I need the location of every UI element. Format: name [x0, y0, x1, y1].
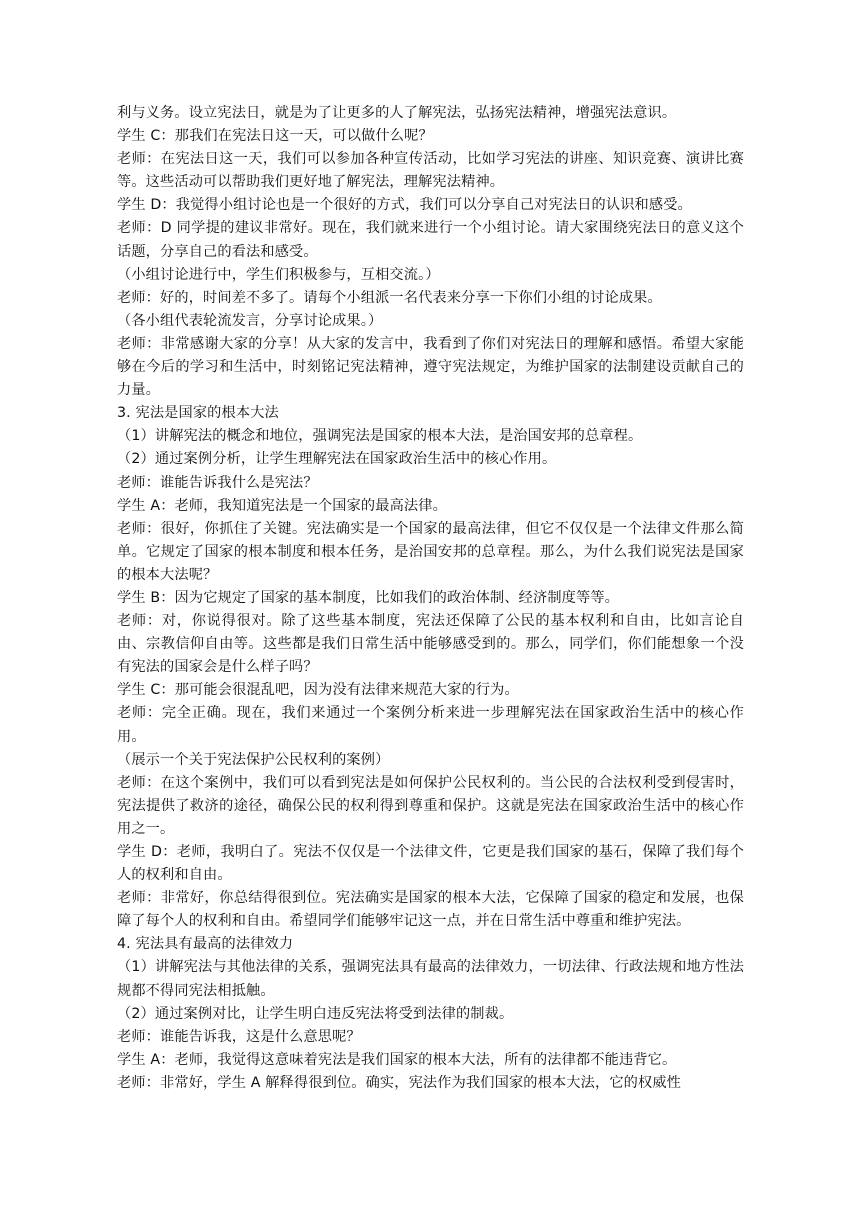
paragraph: 学生 C：那我们在宪法日这一天，可以做什么呢？ [117, 128, 433, 145]
paragraph: 学生 D：我觉得小组讨论也是一个很好的方式，我们可以分享自己对宪法日的认识和感受。 [117, 197, 692, 214]
section-heading: 4. 宪法具有最高的法律效力 [117, 936, 294, 953]
paragraph: 学生 C：那可能会很混乱吧，因为没有法律来规范大家的行为。 [117, 682, 519, 699]
paragraph: 老师：在宪法日这一天，我们可以参加各种宣传活动，比如学习宪法的讲座、知识竞赛、演讲比赛等。这些活动可以帮助我们更好地了解宪法，理解宪法精神。 [117, 151, 744, 191]
paragraph: 学生 A：老师，我觉得这意味着宪法是我们国家的根本大法，所有的法律都不能违背它。 [117, 1051, 677, 1068]
paragraph: 老师：在这个案例中，我们可以看到宪法是如何保护公民权利的。当公民的合法权利受到侵害时，宪法提供了救济的途径，确保公民的权利得到尊重和保护。这就是宪法在国家政治生活中的核心作用之一。 [117, 774, 744, 837]
paragraph: （2）通过案例分析，让学生理解宪法在国家政治生活中的核心作用。 [117, 451, 557, 468]
paragraph: （展示一个关于宪法保护公民权利的案例） [117, 751, 390, 768]
paragraph: 老师：谁能告诉我什么是宪法？ [117, 474, 318, 491]
paragraph: 利与义务。设立宪法日，就是为了让更多的人了解宪法，弘扬宪法精神，增强宪法意识。 [117, 105, 677, 121]
paragraph: 老师：谁能告诉我，这是什么意思呢？ [117, 1028, 361, 1045]
paragraph: 老师：D 同学提的建议非常好。现在，我们就来进行一个小组讨论。请大家围绕宪法日的意义这个话题，分享自己的看法和感受。 [117, 220, 744, 260]
paragraph: （1）讲解宪法与其他法律的关系，强调宪法具有最高的法律效力，一切法律、行政法规和地方性法规都不得同宪法相抵触。 [117, 959, 744, 999]
document-body [117, 102, 744, 1095]
paragraph: 老师：非常感谢大家的分享！从大家的发言中，我看到了你们对宪法日的理解和感悟。希望大家能够在今后的学习和生活中，时刻铭记宪法精神，遵守宪法规定，为维护国家的法制建设贡献自己的力量。 [117, 335, 744, 399]
paragraph: 老师：非常好，学生 A 解释得很到位。确实，宪法作为我们国家的根本大法，它的权威性 [117, 1074, 682, 1091]
paragraph: 老师：完全正确。现在，我们来通过一个案例分析来进一步理解宪法在国家政治生活中的核心作用。 [117, 705, 744, 745]
paragraph: （各小组代表轮流发言，分享讨论成果。） [117, 312, 383, 329]
paragraph: （1）讲解宪法的概念和地位，强调宪法是国家的根本大法，是治国安邦的总章程。 [117, 428, 643, 445]
paragraph: 老师：非常好，你总结得很到位。宪法确实是国家的根本大法，它保障了国家的稳定和发展，也保障了每个人的权利和自由。希望同学们能够牢记这一点，并在日常生活中尊重和维护宪法。 [117, 890, 744, 930]
paragraph: 学生 B：因为它规定了国家的基本制度，比如我们的政治体制、经济制度等等。 [117, 589, 620, 606]
paragraph: 学生 A：老师，我知道宪法是一个国家的最高法律。 [117, 497, 447, 514]
paragraph: 学生 D：老师，我明白了。宪法不仅仅是一个法律文件，它更是我们国家的基石，保障了我们每个人的权利和自由。 [117, 844, 744, 884]
paragraph: （2）通过案例对比，让学生明白违反宪法将受到法律的制裁。 [117, 1005, 514, 1022]
paragraph: （小组讨论进行中，学生们积极参与，互相交流。） [117, 266, 440, 283]
paragraph: 老师：很好，你抓住了关键。宪法确实是一个国家的最高法律，但它不仅仅是一个法律文件那么简单。它规定了国家的根本制度和根本任务，是治国安邦的总章程。那么，为什么我们说宪法是国家的根本大法呢？ [117, 520, 744, 583]
section-heading: 3. 宪法是国家的根本大法 [117, 405, 279, 422]
paragraph: 老师：好的，时间差不多了。请每个小组派一名代表来分享一下你们小组的讨论成果。 [117, 289, 662, 306]
paragraph: 老师：对，你说得很对。除了这些基本制度，宪法还保障了公民的基本权利和自由，比如言论自由、宗教信仰自由等。这些都是我们日常生活中能够感受到的。那么，同学们，你们能想象一个没有宪法的国家会是什么样子吗？ [117, 613, 744, 676]
